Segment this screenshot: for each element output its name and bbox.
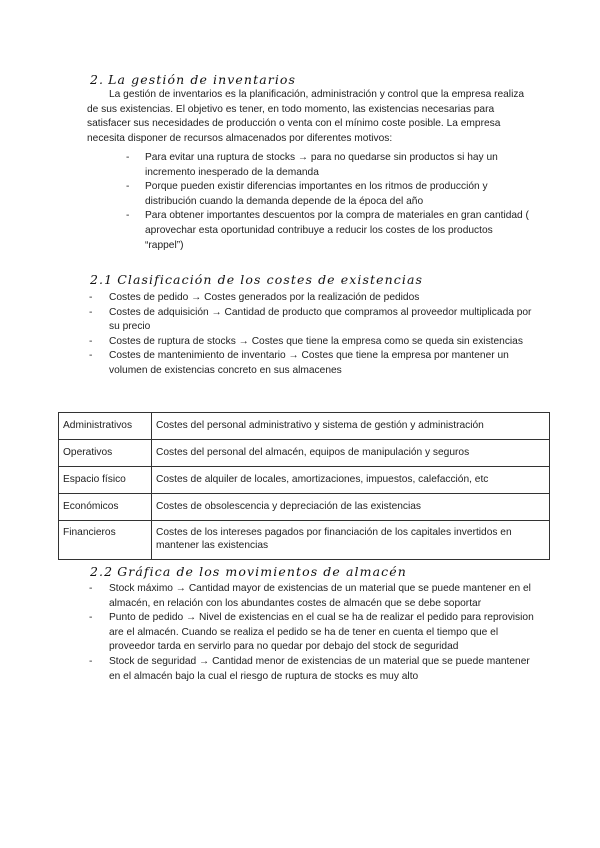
list-item: - Porque pueden existir diferencias importantes en los ritmos de producción y distribución cuando la demanda depende de la época del año: [126, 181, 488, 207]
list-item: - Costes de ruptura de stocks → Costes que tiene la empresa como se queda sin existencias: [89, 335, 523, 347]
section-number: 2.2: [90, 564, 114, 579]
movements-list: [89, 582, 534, 684]
list-item: - Para evitar una ruptura de stocks → para no quedarse sin productos si hay un incremento inesperado de la demanda: [126, 152, 498, 178]
table-row: [59, 467, 550, 494]
table-row: [59, 521, 550, 560]
table-cell-value: Costes del personal administrativo y sistema de gestión y administración: [152, 413, 550, 440]
table-cell-key: Operativos: [59, 440, 152, 467]
table-cell-value: Costes del personal del almacén, equipos de manipulación y seguros: [152, 440, 550, 467]
table-cell-key: Financieros: [59, 521, 152, 560]
motives-list: [126, 151, 530, 253]
section-heading-grafica: [90, 564, 407, 579]
list-item: - Costes de pedido → Costes generados por la realización de pedidos: [89, 292, 420, 303]
costs-table: [58, 412, 550, 560]
list-item: - Punto de pedido → Nivel de existencias en el cual se ha de realizar el pedido para reprovision are el almacén. Cuando se realiza el pedido se ha de tener en cuenta el tiempo que el proveedor tarda en servirlo para no quedar por debajo del stock de seguridad: [89, 612, 534, 653]
section-number: 2.: [90, 72, 105, 87]
section-heading-clasificacion: [90, 272, 423, 287]
section-heading-gestion: [90, 72, 296, 87]
table-row: [59, 413, 550, 440]
list-item: - Stock de seguridad → Cantidad menor de existencias de un material que se puede mantener en el almacén bajo la cual el riesgo de ruptura de stocks es muy alto: [89, 655, 530, 682]
table-cell-key: Administrativos: [59, 413, 152, 440]
intro-paragraph: La gestión de inventarios es la planificación, administración y control que la empresa realiza de sus existencias. El objetivo es tener, en todo momento, las existencias necesarias para satisfacer sus necesidades de producción o venta con el mínimo coste posible. La empresa necesita disponer de recursos almacenados por diferentes motivos:: [87, 89, 525, 144]
section-title: La gestión de inventarios: [108, 72, 297, 87]
section-title: Clasificación de los costes de existencias: [117, 272, 424, 287]
section-number: 2.1: [90, 272, 114, 287]
table-cell-value: Costes de alquiler de locales, amortizaciones, impuestos, calefacción, etc: [152, 467, 550, 494]
table-cell-key: Económicos: [59, 494, 152, 521]
table-cell-key: Espacio físico: [59, 467, 152, 494]
section-title: Gráfica de los movimientos de almacén: [117, 564, 407, 579]
list-item: - Costes de adquisición → Cantidad de producto que compramos al proveedor multiplicada por su precio: [89, 306, 532, 333]
table-row: [59, 440, 550, 467]
table-cell-value: Costes de obsolescencia y depreciación de las existencias: [152, 494, 550, 521]
table-cell-value: Costes de los intereses pagados por financiación de los capitales invertidos en mantener las existencias: [152, 521, 550, 560]
list-item: - Costes de mantenimiento de inventario → Costes que tiene la empresa por mantener un volumen de existencias concreto en sus almacenes: [89, 350, 509, 376]
table-row: [59, 494, 550, 521]
list-item: - Stock máximo → Cantidad mayor de existencias de un material que se puede mantener en el almacén, en relación con los abundantes costes de almacén que se debe soportar: [89, 583, 531, 609]
costs-list: [89, 291, 534, 379]
list-item: - Para obtener importantes descuentos por la compra de materiales en gran cantidad ( aprovechar esta oportunidad contribuye a reducir los costes de los productos “rappel”): [126, 210, 529, 251]
